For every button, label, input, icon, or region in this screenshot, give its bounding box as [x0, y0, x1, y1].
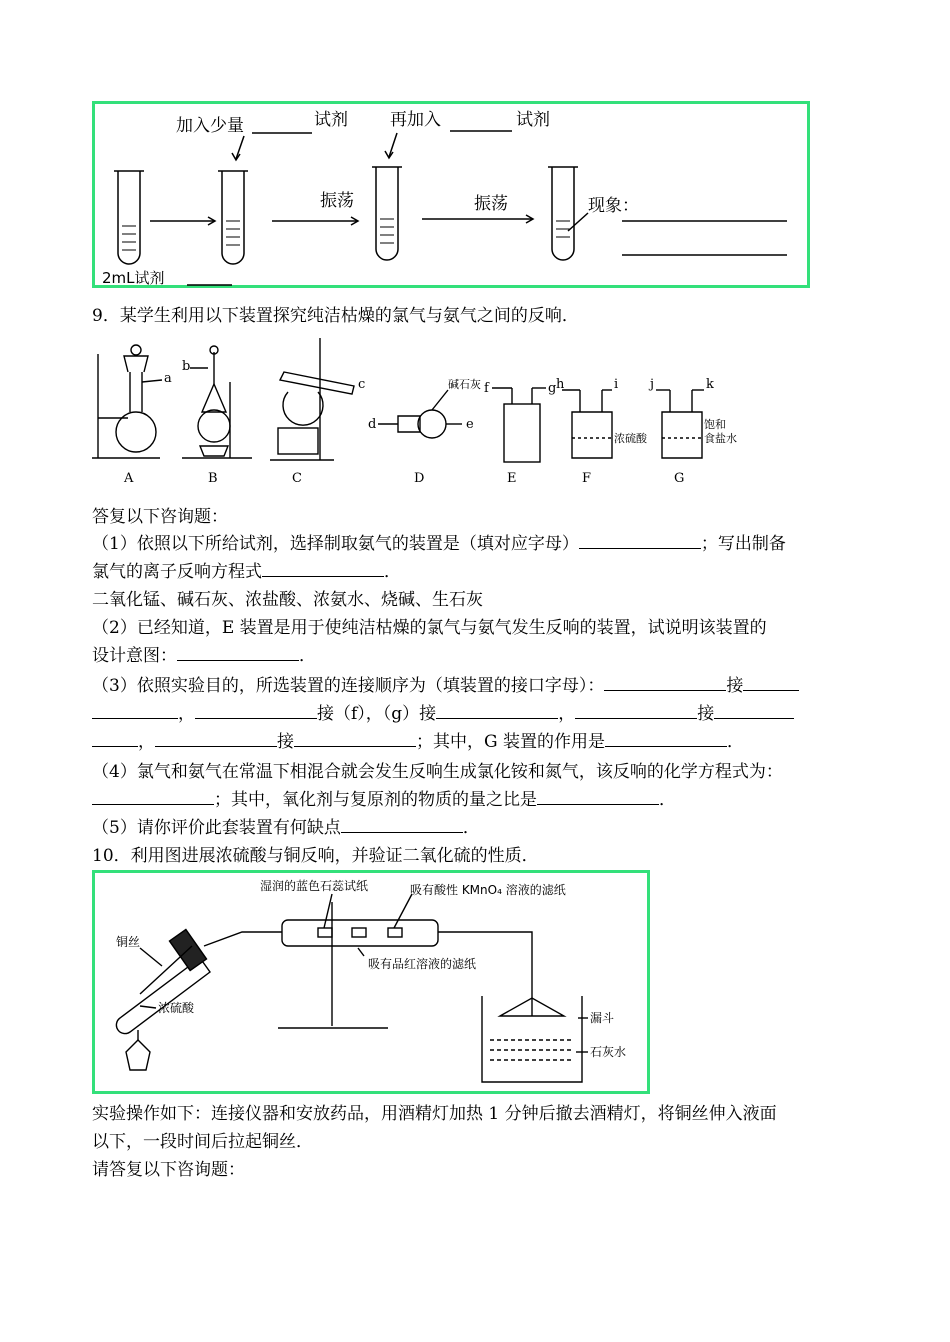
blank[interactable] [537, 786, 659, 805]
label-B: B [208, 471, 218, 486]
label-D: D [414, 471, 425, 486]
port-g: g [548, 381, 557, 396]
port-h: h [556, 377, 565, 392]
blank[interactable] [177, 642, 299, 661]
funnel-label: 漏斗 [590, 1011, 615, 1025]
fig8-add-small: 加入少量 [176, 116, 244, 136]
fig8-sample: 2mL试剂 [102, 269, 165, 287]
port-b: b [182, 359, 191, 374]
blank[interactable] [195, 700, 317, 719]
copper-sulfuric-acid-figure [92, 870, 650, 1094]
sat-salt-label-1: 饱和 [704, 418, 726, 431]
q9-reagents: 二氧化锰、碱石灰、浓盐酸、浓氨水、烧碱、生石灰 [92, 590, 483, 610]
label-A: A [124, 471, 134, 486]
blank[interactable] [155, 728, 277, 747]
blank[interactable] [605, 728, 727, 747]
q9-part3-line2: ， 接（f），（g）接 ， 接 [92, 700, 794, 728]
q9-part2-line1: （2）已经知道，E 装置是用于使纯洁枯燥的氯气与氨气发生反响的装置，试说明该装置的 [92, 618, 767, 638]
fig8-reagent: 试剂 [314, 110, 348, 130]
port-d: d [368, 417, 377, 432]
label-E: E [507, 471, 517, 486]
blank[interactable] [92, 728, 138, 747]
blank[interactable] [262, 558, 384, 577]
test-tube-procedure-figure [92, 101, 810, 288]
pinhong-paper-label: 吸有品红溶液的滤纸 [368, 957, 477, 971]
q9-part2-line2: 设计意图： ． [92, 642, 316, 670]
q10-operation-line2: 以下，一段时间后拉起铜丝． [92, 1132, 313, 1152]
q10-title: 10．利用图进展浓硫酸与铜反响，并验证二氧化硫的性质． [92, 846, 539, 866]
blank[interactable] [743, 672, 799, 691]
blank[interactable] [436, 700, 558, 719]
blank[interactable] [294, 728, 416, 747]
port-i: i [614, 377, 619, 392]
label-F: F [582, 471, 592, 486]
q10-operation-line1: 实验操作如下：连接仪器和安放药品，用酒精灯加热 1 分钟后撤去酒精灯，将铜丝伸入液面 [92, 1104, 777, 1124]
q9-part4-line2: ；其中，氧化剂与复原剂的物质的量之比是 ． [92, 786, 676, 814]
q10-ask: 请答复以下咨询题： [92, 1160, 245, 1180]
label-G: G [674, 471, 685, 486]
q9-title: 9．某学生利用以下装置探究纯洁枯燥的氯气与氨气之间的反响． [92, 306, 579, 326]
q9-answer-prompt: 答复以下咨询题： [92, 507, 228, 527]
q9-part5: （5）请你评价此套装置有何缺点 ． [92, 814, 480, 842]
q9-part1-line2: 氯气的离子反响方程式 ． [92, 558, 401, 586]
port-e: e [466, 417, 474, 432]
blank[interactable] [579, 530, 701, 549]
litmus-paper-label: 湿润的蓝色石蕊试纸 [260, 879, 369, 893]
gas-apparatus-figure [92, 332, 740, 492]
copper-wire-label: 铜丝 [116, 935, 141, 949]
fig8-shake-2: 振荡 [474, 194, 508, 214]
port-k: k [706, 377, 714, 392]
conc-h2so4-label: 浓硫酸 [614, 432, 647, 445]
limewater-label: 石灰水 [590, 1045, 627, 1059]
label-C: C [292, 471, 302, 486]
port-f: f [484, 381, 489, 396]
port-c: c [358, 377, 366, 392]
q9-part3-line1: （3）依照实验目的，所选装置的连接顺序为（填装置的接口字母）： 接 [92, 672, 799, 700]
fig8-add-again: 再加入 [390, 110, 441, 130]
kmno4-paper-label: 吸有酸性 KMnO₄ 溶液的滤纸 [410, 883, 566, 897]
port-a: a [164, 371, 172, 386]
fig8-shake-1: 振荡 [320, 191, 354, 211]
port-j: j [650, 377, 655, 392]
blank[interactable] [575, 700, 697, 719]
q9-part1-line1: （1）依照以下所给试剂，选择制取氨气的装置是（填对应字母） ；写出制备 [92, 530, 786, 558]
fig8-phenomenon: 现象： [588, 196, 639, 216]
fig8-reagent-2: 试剂 [516, 110, 550, 130]
blank[interactable] [92, 786, 214, 805]
conc-acid-label: 浓硫酸 [158, 1001, 195, 1015]
blank[interactable] [341, 814, 463, 833]
sat-salt-label-2: 食盐水 [704, 432, 737, 445]
soda-lime-label: 碱石灰 [448, 378, 481, 391]
blank[interactable] [604, 672, 726, 691]
blank[interactable] [92, 700, 178, 719]
q9-part3-line3: ， 接 ；其中，G 装置的作用是 ． [92, 728, 744, 756]
blank[interactable] [714, 700, 794, 719]
q9-part4-line1: （4）氯气和氨气在常温下相混合就会发生反响生成氯化铵和氮气，该反响的化学方程式为： [92, 762, 783, 782]
